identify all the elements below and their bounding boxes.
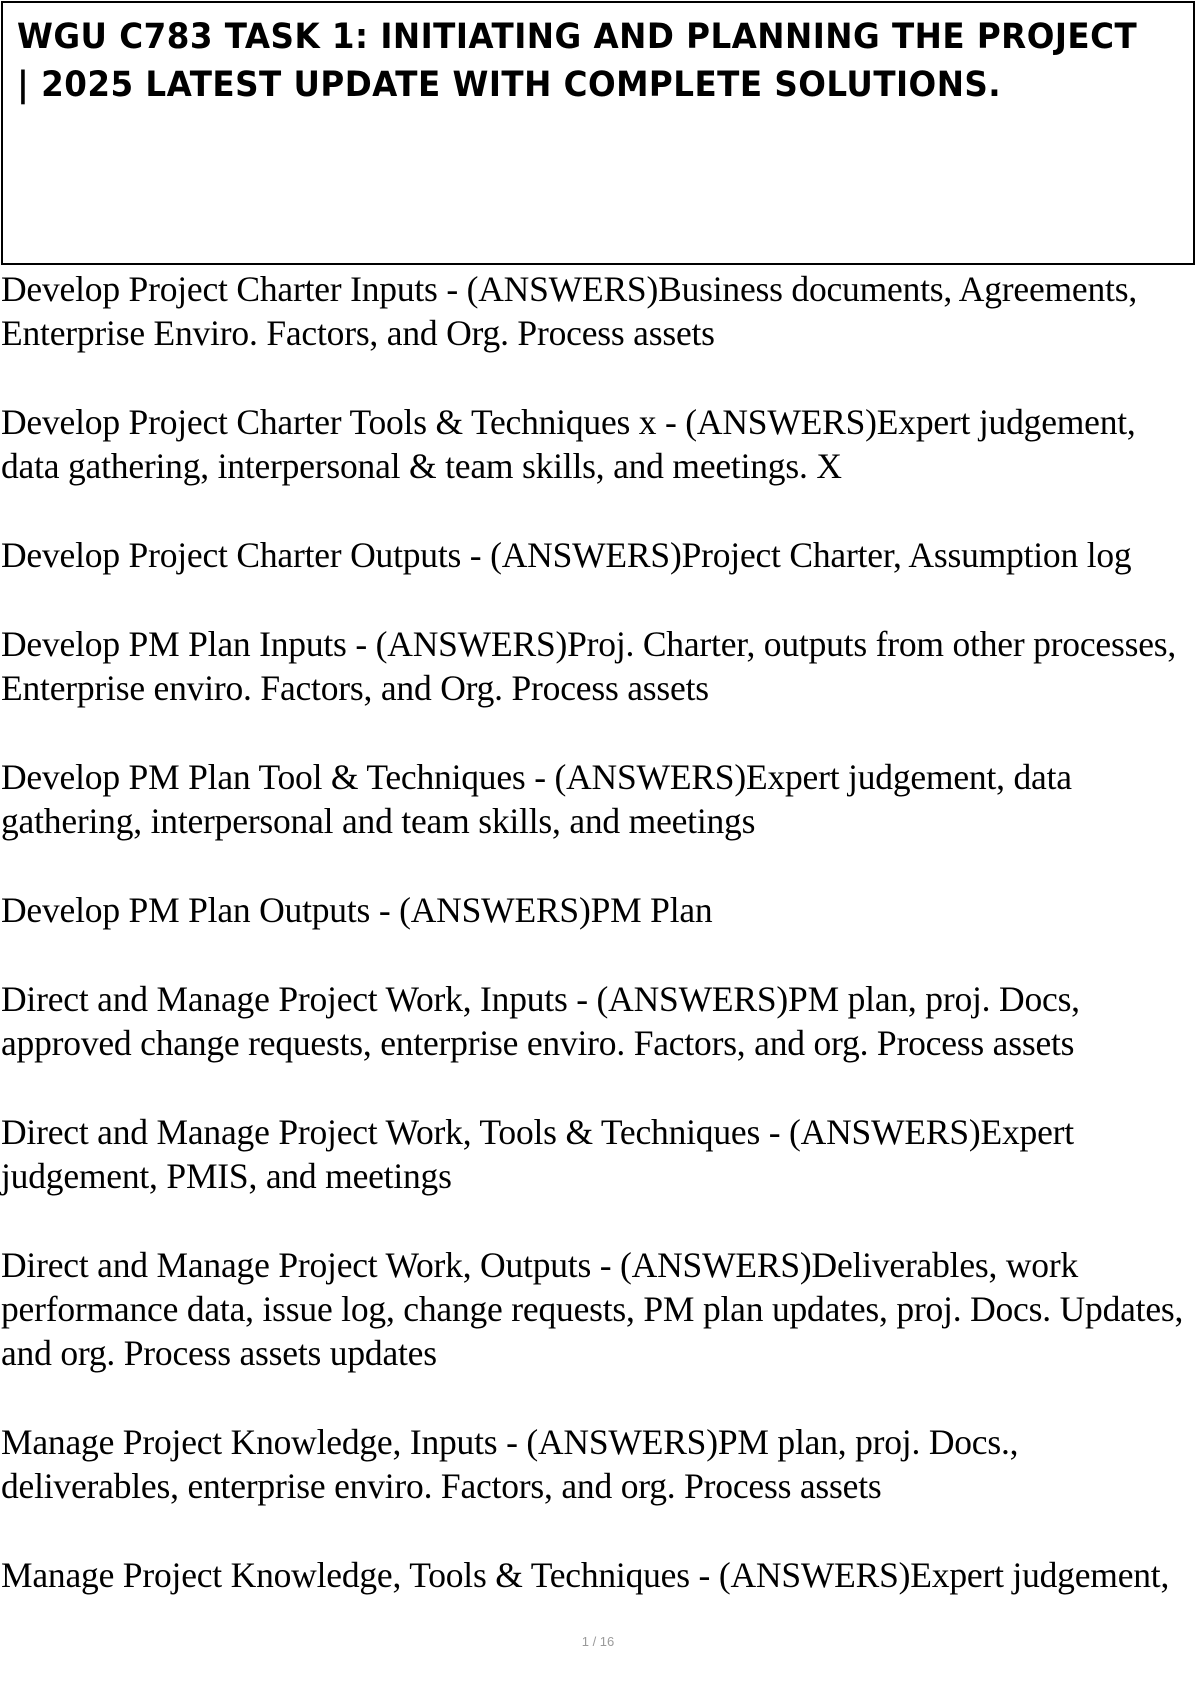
qa-entry: Develop PM Plan Inputs - (ANSWERS)Proj. Charter, outputs from other processes, Enterprise enviro. Factors, and Org. Process assets [1,624,1177,708]
page-number: 1 / 16 [581,1634,615,1649]
title-box [1,1,1195,265]
qa-list [1,267,1197,1642]
qa-entry: Direct and Manage Project Work, Outputs - (ANSWERS)Deliverables, work performance data, issue log, change requests, PM plan updates, proj. Docs. Updates, and org. Process assets updates [1,1245,1184,1373]
qa-entry: Develop PM Plan Outputs - (ANSWERS)PM Plan [1,890,713,930]
qa-entry: Develop Project Charter Tools & Techniques x - (ANSWERS)Expert judgement, data gathering, interpersonal & team skills, and meetings. X [1,402,1136,486]
qa-entry: Direct and Manage Project Work, Tools & Techniques - (ANSWERS)Expert judgement, PMIS, and meetings [1,1112,1074,1196]
qa-entry: Develop Project Charter Inputs - (ANSWERS)Business documents, Agreements, Enterprise Enviro. Factors, and Org. Process assets [1,269,1137,353]
document-title: WGU C783 TASK 1: INITIATING AND PLANNING THE PROJECT | 2025 LATEST UPDATE WITH COMPLETE SOLUTIONS. [17,17,1138,105]
qa-entry: Manage Project Knowledge, Tools & Techniques - (ANSWERS)Expert judgement, [1,1555,1170,1595]
qa-entry: Direct and Manage Project Work, Inputs - (ANSWERS)PM plan, proj. Docs, approved change requests, enterprise enviro. Factors, and org. Process assets [1,979,1080,1063]
qa-entry: Develop Project Charter Outputs - (ANSWERS)Project Charter, Assumption log [1,535,1132,575]
qa-entry: Develop PM Plan Tool & Techniques - (ANSWERS)Expert judgement, data gathering, interpersonal and team skills, and meetings [1,757,1072,841]
qa-entry: Manage Project Knowledge, Inputs - (ANSWERS)PM plan, proj. Docs., deliverables, enterprise enviro. Factors, and org. Process assets [1,1422,1019,1506]
